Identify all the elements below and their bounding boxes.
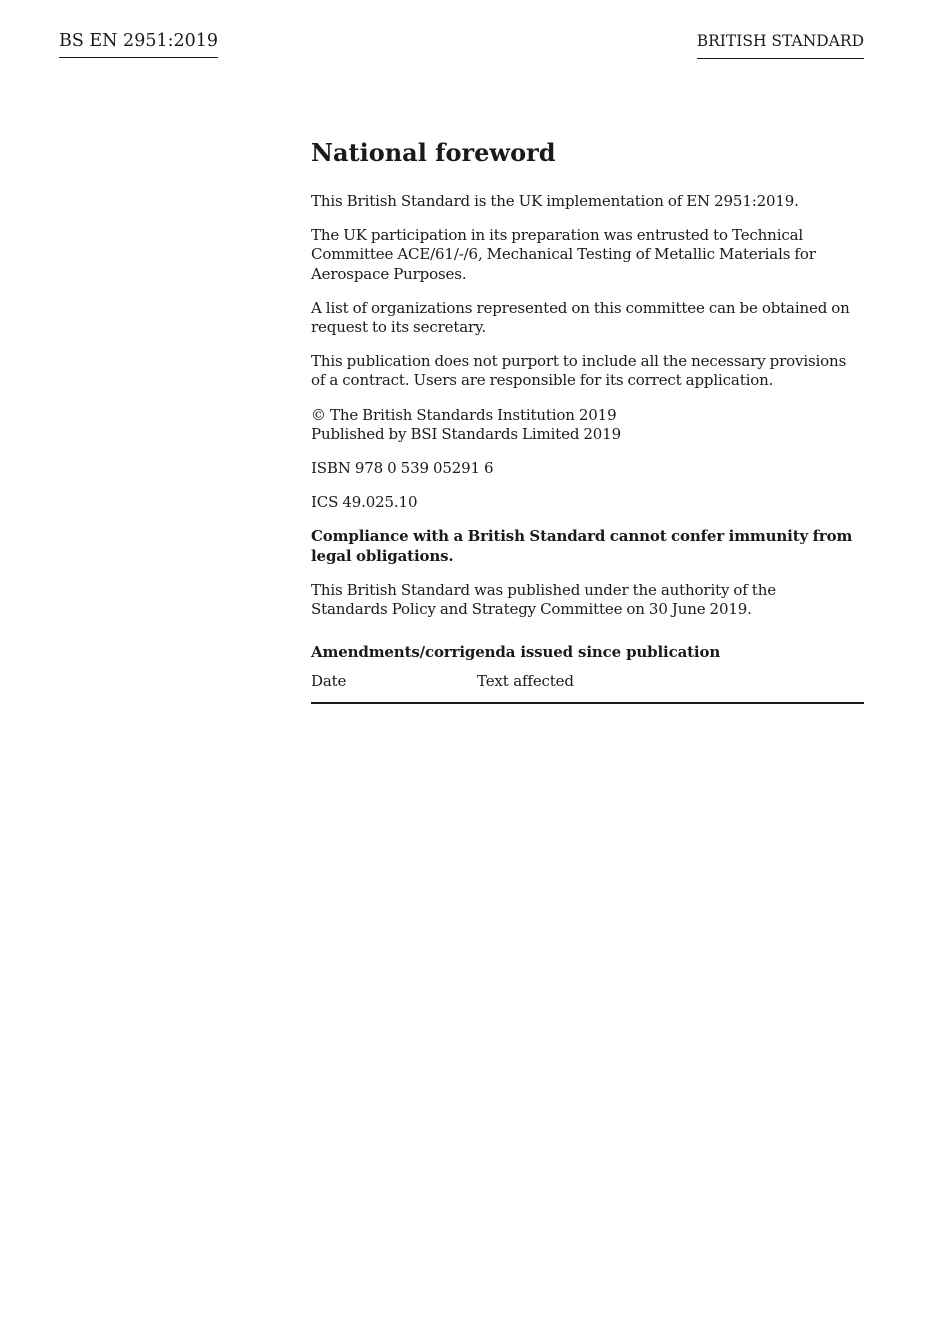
authority-line: This British Standard was published under the authority of the — [311, 580, 776, 599]
page-title: National foreword — [311, 138, 556, 167]
amendments-text-column: Text affected — [477, 672, 574, 691]
participation-line: Aerospace Purposes. — [311, 264, 467, 283]
compliance-paragraph — [311, 527, 864, 565]
isbn-paragraph: ISBN 978 0 539 05291 6 — [311, 459, 494, 478]
provisions-line: of a contract. Users are responsible for its correct application. — [311, 371, 774, 390]
copyright-line: © The British Standards Institution 2019 — [311, 405, 617, 424]
national-foreword-section — [311, 138, 864, 704]
provisions-paragraph — [311, 352, 864, 390]
ics-paragraph: ICS 49.025.10 — [311, 493, 418, 512]
organizations-line: request to its secretary. — [311, 318, 486, 337]
amendments-heading: Amendments/corrigenda issued since publication — [311, 643, 721, 662]
publisher-line: Published by BSI Standards Limited 2019 — [311, 424, 621, 443]
organizations-line: A list of organizations represented on this committee can be obtained on — [311, 298, 850, 317]
header-doc-number: BS EN 2951:2019 — [59, 31, 218, 58]
participation-line: The UK participation in its preparation was entrusted to Technical — [311, 226, 804, 245]
compliance-line: Compliance with a British Standard cannot confer immunity from — [311, 527, 853, 546]
compliance-line: legal obligations. — [311, 546, 454, 565]
participation-paragraph — [311, 226, 864, 284]
provisions-line: This publication does not purport to include all the necessary provisions — [311, 352, 847, 371]
participation-line: Committee ACE/61/-/6, Mechanical Testing of Metallic Materials for — [311, 245, 816, 264]
amendments-date-column: Date — [311, 672, 347, 691]
implementation-paragraph: This British Standard is the UK implementation of EN 2951:2019. — [311, 192, 799, 210]
organizations-paragraph — [311, 299, 864, 337]
authority-line: Standards Policy and Strategy Committee on 30 June 2019. — [311, 600, 752, 619]
authority-paragraph — [311, 581, 864, 619]
header-doc-type: BRITISH STANDARD — [697, 31, 864, 59]
copyright-paragraph — [311, 406, 864, 444]
amendments-table-header — [311, 672, 864, 704]
